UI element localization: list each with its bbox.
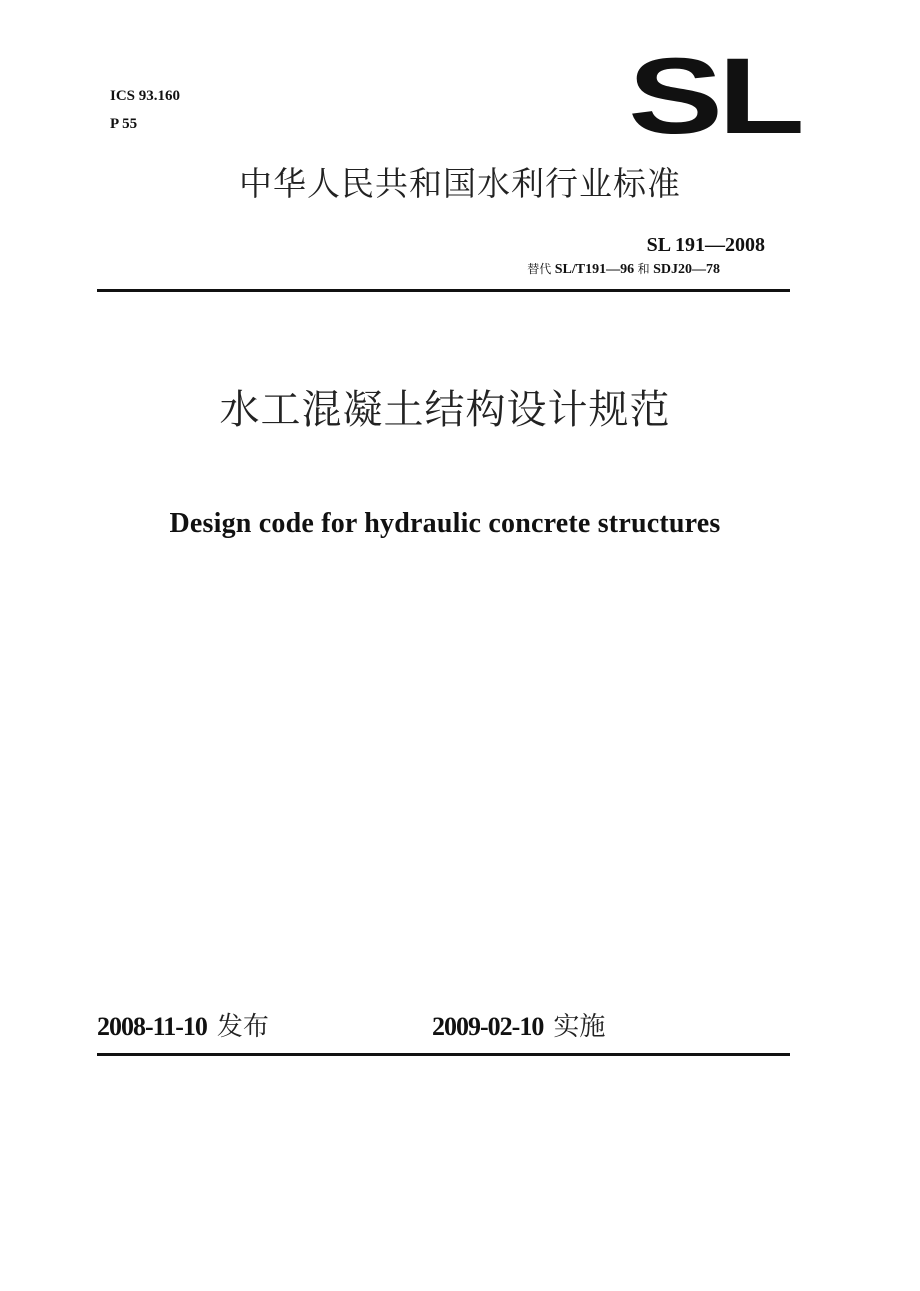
implement-label: 实施 [553,1012,606,1042]
ics-code: ICS 93.160 [110,88,181,104]
issue-date: 2008-11-10 [97,1012,207,1041]
title-chinese: 水工混凝土结构设计规范 [219,387,671,433]
sl-logo: SL [628,35,800,156]
title-english: Design code for hydraulic concrete structures [169,508,721,539]
implement-date: 2009-02-10 [432,1012,544,1041]
standard-category: 中华人民共和国水利行业标准 [239,164,681,203]
standard-code: SL 191—2008 [646,234,765,256]
replaces-code-1: SL/T191—96 [554,262,635,277]
classification-codes [110,82,180,138]
replaces-line [527,260,720,278]
bottom-divider [97,1053,790,1056]
issue-date-block [97,1006,269,1043]
replaces-and: 和 [637,262,650,276]
replaces-label: 替代 [527,262,552,276]
replaces-code-2: SDJ20—78 [653,262,720,277]
class-code: P 55 [110,116,138,132]
implement-date-block [432,1006,605,1043]
top-divider [97,289,790,292]
issue-label: 发布 [216,1012,269,1042]
